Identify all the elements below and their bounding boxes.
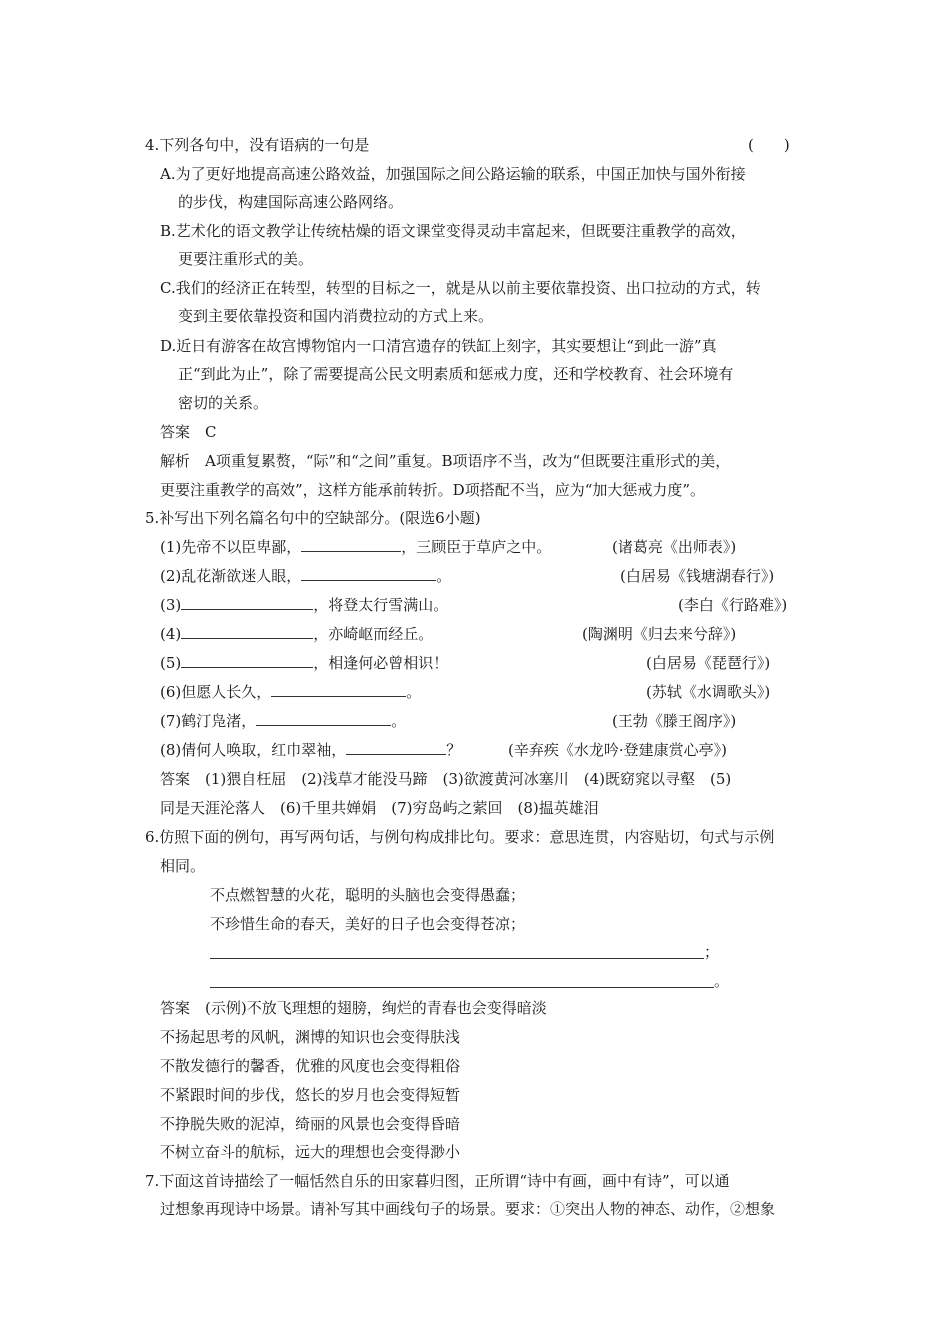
q5-item-1 [160,537,551,557]
q5-item-6 [160,682,421,702]
q4-answer-paren: ( ) [748,136,790,154]
answer-blank[interactable] [181,595,313,610]
q4-analysis-line1: 解析 A项重复累赘，“际”和“之间”重复。B项语序不当，改为“但既要注重形式的美， [160,452,731,470]
q5-item-pre: (7)鹤汀凫渚， [160,712,257,730]
q5-item-8 [160,740,461,760]
q5-item-post: ，将登太行雪满山。 [313,596,449,614]
q6-answer-line: 不树立奋斗的航标，远大的理想也会变得渺小 [160,1143,461,1161]
q4-option-a-line1: A.为了更好地提高高速公路效益，加强国际之间公路运输的联系，中国正加快与国外衔接 [160,165,746,183]
q4-option-c-line2: 变到主要依靠投资和国内消费拉动的方式上来。 [178,307,494,325]
answer-blank[interactable] [271,682,406,697]
q4-stem: 4.下列各句中，没有语病的一句是 [145,136,370,154]
q6-example-1: 不点燃智慧的火花，聪明的头脑也会变得愚蠢； [210,886,526,904]
q4-answer: 答案 C [160,423,217,441]
q5-item-7 [160,711,406,731]
q5-item-source: (白居易《钱塘湖春行》) [620,567,775,585]
q4-option-d-line1: D.近日有游客在故宫博物馆内一口清宫遗存的铁缸上刻字，其实要想让“到此一游”真 [160,337,717,355]
q5-item-post: ？ [446,741,462,759]
q5-item-post: ，亦崎岖而经丘。 [313,625,434,643]
q5-item-4 [160,624,433,644]
q5-item-post: 。 [406,683,422,701]
q6-answer-line: 不挣脱失败的泥淖，绮丽的风景也会变得昏暗 [160,1115,461,1133]
q5-item-pre: (4) [160,625,182,643]
q6-answer: 答案 (示例)不放飞理想的翅膀，绚烂的青春也会变得暗淡 [160,999,547,1017]
q4-option-c-line1: C.我们的经济正在转型，转型的目标之一，就是从以前主要依靠投资、出口拉动的方式，转 [160,279,761,297]
answer-blank[interactable] [301,537,401,552]
q5-item-source: (诸葛亮《出师表》) [612,538,737,556]
q6-answer-line: 不紧跟时间的步伐，悠长的岁月也会变得短暂 [160,1086,461,1104]
q7-stem-line1: 7.下面这首诗描绘了一幅恬然自乐的田家暮归图，正所谓“诗中有画，画中有诗”，可以通 [145,1172,730,1190]
q6-stem-line1: 6.仿照下面的例句，再写两句话，与例句构成排比句。要求：意思连贯，内容贴切，句式与示例 [145,828,775,846]
q4-option-b-line1: B.艺术化的语文教学让传统枯燥的语文课堂变得灵动丰富起来，但既要注重教学的高效， [160,222,746,240]
q5-item-3 [160,595,448,615]
answer-blank[interactable] [181,653,313,668]
q5-item-source: (辛弃疾《水龙吟·登建康赏心亭》) [508,741,727,759]
q4-analysis-line2: 更要注重教学的高效”，这样方能承前转折。D项搭配不当，应为“加大惩戒力度”。 [160,481,706,499]
q5-item-pre: (5) [160,654,182,672]
q5-item-2 [160,566,451,586]
answer-blank[interactable] [346,740,446,755]
answer-blank[interactable] [181,624,313,639]
answer-blank[interactable] [256,711,391,726]
q5-item-source: (苏轼《水调歌头》) [646,683,771,701]
q5-item-source: (白居易《琵琶行》) [646,654,771,672]
q5-item-post: 。 [436,567,452,585]
q5-item-pre: (8)倩何人唤取，红巾翠袖， [160,741,347,759]
q5-item-post: 。 [391,712,407,730]
q6-answer-line: 不扬起思考的风帆，渊博的知识也会变得肤浅 [160,1028,461,1046]
answer-blank[interactable] [301,566,436,581]
q6-line-end-semicolon: ； [704,943,720,961]
q5-stem: 5.补写出下列名篇名句中的空缺部分。(限选6小题) [145,509,481,527]
q6-stem-line2: 相同。 [160,857,206,875]
q6-line-end-period: 。 [714,972,730,990]
q4-option-a-line2: 的步伐，构建国际高速公路网络。 [178,193,404,211]
q4-option-b-line2: 更要注重形式的美。 [178,250,314,268]
q5-item-source: (王勃《滕王阁序》) [612,712,737,730]
q4-option-d-line3: 密切的关系。 [178,394,269,412]
q6-example-2: 不珍惜生命的春天，美好的日子也会变得苍凉； [210,915,526,933]
q5-item-pre: (6)但愿人长久， [160,683,272,701]
q5-item-source: (陶渊明《归去来兮辞》) [582,625,737,643]
q5-answer-line2: 同是天涯沦落人 (6)千里共婵娟 (7)穷岛屿之萦回 (8)揾英雄泪 [160,799,599,817]
q5-item-5 [160,653,448,673]
q5-item-pre: (2)乱花渐欲迷人眼， [160,567,302,585]
q5-answer-line1: 答案 (1)猥自枉屈 (2)浅草才能没马蹄 (3)欲渡黄河冰塞川 (4)既窈窕以寻壑 (5) [160,770,732,788]
q5-item-post: ，相逢何必曾相识！ [313,654,449,672]
q5-item-pre: (3) [160,596,182,614]
q5-item-pre: (1)先帝不以臣卑鄙， [160,538,302,556]
q6-answer-line: 不散发德行的馨香，优雅的风度也会变得粗俗 [160,1057,461,1075]
q6-answer-line-2[interactable] [210,986,714,988]
q7-stem-line2: 过想象再现诗中场景。请补写其中画线句子的场景。要求：①突出人物的神态、动作，②想象 [160,1200,776,1218]
q5-item-post: ，三顾臣于草庐之中。 [401,538,552,556]
q5-item-source: (李白《行路难》) [678,596,788,614]
q4-option-d-line2: 正“到此为止”，除了需要提高公民文明素质和惩戒力度，还和学校教育、社会环境有 [178,365,734,383]
q6-answer-line-1[interactable] [210,957,704,959]
